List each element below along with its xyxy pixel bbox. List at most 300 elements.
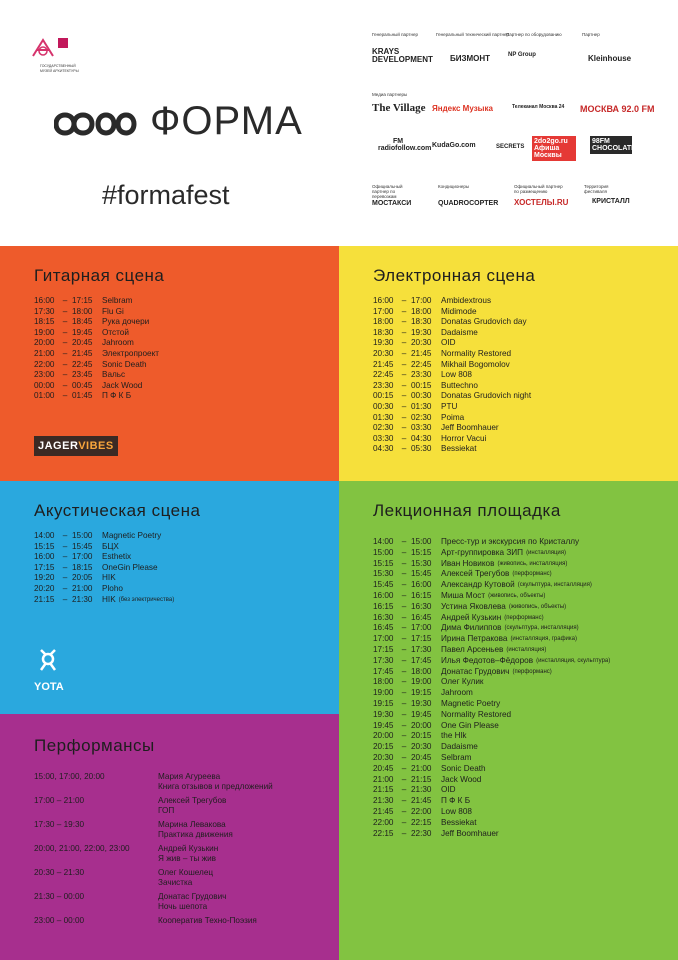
- act-note: (живопись, объекты): [488, 592, 546, 599]
- start-time: 16:15: [373, 601, 394, 611]
- act-note: (скульптура, инсталляция): [517, 582, 592, 589]
- schedule-row: [34, 370, 339, 381]
- time-dash: –: [62, 306, 68, 316]
- end-time: 23:45: [72, 370, 93, 380]
- time-dash: –: [401, 828, 407, 838]
- act-name: One Gin Please: [441, 720, 499, 730]
- time-dash: –: [401, 742, 407, 752]
- performance-info: [158, 916, 257, 926]
- act-name: Flu Gi: [102, 306, 124, 316]
- time-dash: –: [62, 583, 68, 593]
- time-dash: –: [401, 698, 407, 708]
- act-name: Low 808: [441, 370, 472, 380]
- performer-name: Марина Левакова: [158, 820, 226, 829]
- act-name: Ирина Петракова: [441, 634, 508, 644]
- time-dash: –: [62, 531, 68, 540]
- end-time: 21:45: [72, 348, 93, 358]
- schedule-row: [373, 796, 678, 807]
- partner-moscow24: Телеканал Москва 24: [512, 104, 565, 110]
- schedule-row: [373, 785, 678, 796]
- end-time: 17:45: [411, 655, 432, 665]
- start-time: 23:30: [373, 380, 394, 390]
- schedule-row: [373, 645, 678, 656]
- end-time: 18:30: [411, 317, 432, 327]
- start-time: 17:30: [373, 655, 394, 665]
- schedule-row: [373, 349, 678, 360]
- schedule-row: [373, 591, 678, 602]
- partner-mostaxi: МОСТАКСИ: [372, 200, 412, 207]
- time-dash: –: [401, 338, 407, 348]
- time-dash: –: [401, 433, 407, 443]
- end-time: 01:45: [72, 391, 93, 401]
- label-equipment-partner: Партнер по оборудованию: [506, 32, 562, 37]
- schedule-row: [373, 296, 678, 307]
- performance-info: [158, 844, 218, 864]
- schedule-row: [34, 296, 339, 307]
- start-time: 16:00: [34, 296, 55, 305]
- start-time: 16:30: [373, 612, 394, 622]
- act-name: Jeff Boomhauer: [441, 423, 499, 433]
- performance-title: Книга отзывов и предложений: [158, 782, 273, 791]
- act-name: HIK: [102, 573, 116, 583]
- start-time: 17:00: [373, 634, 394, 644]
- schedule-row: [373, 580, 678, 591]
- schedule-row: [373, 807, 678, 818]
- start-time: 17:00: [373, 306, 394, 316]
- act-name: Dadaisme: [441, 742, 478, 752]
- partner-npgroup: NP Group: [508, 52, 536, 58]
- performance-time: 20:30 – 21:30: [34, 868, 85, 877]
- time-dash: –: [62, 296, 68, 305]
- schedule-row: [373, 391, 678, 402]
- act-name: П Ф К Б: [441, 796, 471, 806]
- partner-secrets: SECRETS: [496, 144, 525, 150]
- schedule-row: [373, 656, 678, 667]
- end-time: 15:30: [411, 558, 432, 568]
- performances-panel: [0, 714, 339, 960]
- time-dash: –: [62, 552, 68, 562]
- start-time: 01:30: [373, 412, 394, 422]
- start-time: 15:30: [373, 569, 394, 579]
- end-time: 21:45: [411, 348, 432, 358]
- act-name: Устина Яковлева: [441, 601, 506, 611]
- act-name: Jahroom: [102, 338, 134, 348]
- time-dash: –: [401, 752, 407, 762]
- schedule-row: [373, 317, 678, 328]
- schedule-row: [373, 688, 678, 699]
- schedule-row: [34, 563, 339, 574]
- start-time: 21:00: [34, 348, 55, 358]
- end-time: 23:30: [411, 370, 432, 380]
- start-time: 20:15: [373, 742, 394, 752]
- schedule-row: [34, 381, 339, 392]
- start-time: 20:00: [34, 338, 55, 348]
- time-dash: –: [62, 338, 68, 348]
- time-dash: –: [401, 644, 407, 654]
- time-dash: –: [401, 444, 407, 454]
- end-time: 21:00: [72, 583, 93, 593]
- performer-name: Алексей Трегубов: [158, 796, 227, 805]
- end-time: 18:15: [72, 562, 93, 572]
- act-name: БЦХ: [102, 541, 119, 551]
- vibes-text: VIBES: [78, 440, 114, 452]
- schedule-row: [34, 595, 339, 606]
- schedule-row: [34, 360, 339, 371]
- end-time: 18:00: [72, 306, 93, 316]
- start-time: 15:00: [373, 547, 394, 557]
- act-name: Buttechno: [441, 380, 478, 390]
- end-time: 19:30: [411, 327, 432, 337]
- schedule-row: [34, 391, 339, 402]
- schedule-row: [373, 338, 678, 349]
- electronic-stage-panel: [339, 246, 678, 481]
- schedule-row: [373, 753, 678, 764]
- time-dash: –: [401, 806, 407, 816]
- end-time: 18:00: [411, 306, 432, 316]
- performance-time: 20:00, 21:00, 22:00, 23:00: [34, 844, 130, 853]
- act-note: (перформанс): [512, 668, 552, 675]
- act-name: Dadaisme: [441, 327, 478, 337]
- start-time: 19:20: [34, 573, 55, 583]
- partner-kristall: КРИСТАЛЛ: [592, 198, 630, 205]
- yota-text: YOTA: [34, 681, 64, 693]
- schedule-row: [373, 677, 678, 688]
- time-dash: –: [401, 785, 407, 795]
- performer-name: Олег Кошелец: [158, 868, 214, 877]
- act-name: Bessiekat: [441, 444, 477, 454]
- jagervibes-logo: [34, 436, 118, 456]
- start-time: 15:15: [373, 558, 394, 568]
- start-time: 22:00: [34, 359, 55, 369]
- start-time: 21:30: [373, 796, 394, 806]
- end-time: 00:45: [72, 380, 93, 390]
- time-dash: –: [401, 601, 407, 611]
- performance-title: Ночь шепота: [158, 902, 208, 911]
- schedule-row: [373, 721, 678, 732]
- end-time: 17:15: [72, 296, 93, 305]
- end-time: 17:00: [411, 623, 432, 633]
- act-name: Илья Федотов–Фёдоров: [441, 655, 534, 665]
- end-time: 19:30: [411, 698, 432, 708]
- end-time: 17:00: [72, 552, 93, 562]
- performance-row: [34, 772, 339, 792]
- museum-label: ГОСУДАРСТВЕННЫЙ МУЗЕЙ АРХИТЕКТУРЫ: [40, 64, 79, 73]
- performance-row: [34, 796, 339, 816]
- act-note: (живопись, объекты): [508, 603, 567, 610]
- start-time: 19:30: [373, 709, 394, 719]
- start-time: 21:00: [373, 774, 394, 784]
- time-dash: –: [401, 796, 407, 806]
- time-dash: –: [401, 688, 407, 698]
- end-time: 22:15: [411, 817, 432, 827]
- act-name: Jack Wood: [441, 774, 482, 784]
- time-dash: –: [62, 594, 68, 604]
- label-media: Медиа партнеры: [372, 92, 408, 97]
- schedule-row: [34, 328, 339, 339]
- acoustic-stage-title: Акустическая сцена: [34, 501, 201, 520]
- end-time: 16:15: [411, 590, 432, 600]
- time-dash: –: [401, 612, 407, 622]
- schedule-row: [373, 537, 678, 548]
- start-time: 21:45: [373, 806, 394, 816]
- time-dash: –: [401, 317, 407, 327]
- time-dash: –: [401, 380, 407, 390]
- partner-krays: KRAYS DEVELOPMENT: [372, 47, 433, 64]
- partner-moscow-fm: МОСКВА 92.0 FM: [580, 104, 655, 114]
- act-name: Пресс-тур и экскурсия по Кристаллу: [441, 537, 580, 546]
- performance-row: [34, 868, 339, 888]
- end-time: 00:15: [411, 380, 432, 390]
- act-name: Рука дочери: [102, 317, 150, 327]
- partner-2do2go: 2do2go.ru Афиша Москвы: [532, 136, 576, 161]
- time-dash: –: [401, 558, 407, 568]
- start-time: 02:30: [373, 423, 394, 433]
- jager-text: JAGER: [38, 440, 79, 452]
- schedule-row: [373, 710, 678, 721]
- schedule-row: [373, 434, 678, 445]
- schedule-row: [34, 338, 339, 349]
- act-name: Олег Кулик: [441, 677, 484, 687]
- act-name: OID: [441, 785, 456, 795]
- end-time: 17:30: [411, 644, 432, 654]
- performer-name: Мария Агуреева: [158, 772, 221, 781]
- start-time: 22:00: [373, 817, 394, 827]
- start-time: 19:45: [373, 720, 394, 730]
- time-dash: –: [401, 391, 407, 401]
- act-name: Иван Новиков: [441, 558, 495, 568]
- schedule-row: [373, 764, 678, 775]
- start-time: 03:30: [373, 433, 394, 443]
- start-time: 14:00: [34, 531, 55, 540]
- performance-title: Зачистка: [158, 878, 193, 887]
- schedule-row: [373, 444, 678, 455]
- performance-time: 21:30 – 00:00: [34, 892, 85, 901]
- schedule-row: [373, 775, 678, 786]
- act-name: П Ф К Б: [102, 391, 132, 401]
- act-note: (инсталляция, графика): [510, 636, 577, 643]
- museum-logo-icon: [30, 36, 56, 62]
- act-note: (без электричества): [118, 596, 175, 603]
- act-name: OneGin Please: [102, 562, 158, 572]
- start-time: 04:30: [373, 444, 394, 454]
- act-name: the Hlk: [441, 731, 467, 741]
- start-time: 00:15: [373, 391, 394, 401]
- start-time: 21:45: [373, 359, 394, 369]
- label-general-partner: Генеральный партнер: [372, 32, 418, 37]
- time-dash: –: [401, 370, 407, 380]
- act-note: (перформанс): [512, 571, 552, 578]
- partner-fm: FM radiofollow.com: [378, 138, 432, 152]
- performer-name: Андрей Кузькин: [158, 844, 219, 853]
- time-dash: –: [401, 731, 407, 741]
- start-time: 18:30: [373, 327, 394, 337]
- start-time: 20:45: [373, 763, 394, 773]
- end-time: 15:15: [411, 547, 432, 557]
- act-name: Отстой: [102, 327, 129, 337]
- start-time: 19:00: [34, 327, 55, 337]
- time-dash: –: [401, 412, 407, 422]
- end-time: 22:00: [411, 806, 432, 816]
- start-time: 16:00: [34, 552, 55, 562]
- start-time: 18:00: [373, 317, 394, 327]
- start-time: 01:00: [34, 391, 55, 401]
- schedule-row: [373, 634, 678, 645]
- act-name: Александр Кутовой: [441, 580, 515, 590]
- start-time: 16:00: [373, 296, 394, 305]
- performance-info: [158, 772, 273, 792]
- guitar-stage-title: Гитарная сцена: [34, 266, 165, 285]
- start-time: 20:20: [34, 583, 55, 593]
- performance-time: 17:30 – 19:30: [34, 820, 85, 829]
- time-dash: –: [62, 327, 68, 337]
- act-name: Poima: [441, 412, 465, 422]
- end-time: 18:00: [411, 666, 432, 676]
- time-dash: –: [401, 709, 407, 719]
- partner-quadrocopter: QUADROCOPTER: [438, 200, 499, 207]
- schedule-row: [373, 413, 678, 424]
- schedule-row: [373, 742, 678, 753]
- partner-hostels: ХОСТЕЛЫ.RU: [514, 198, 569, 207]
- time-dash: –: [62, 562, 68, 572]
- partner-kleinhouse: Kleinhouse: [588, 54, 632, 63]
- start-time: 20:30: [373, 348, 394, 358]
- label-hostel: Официальный партнер по размещению: [514, 184, 563, 194]
- start-time: 15:15: [34, 541, 55, 551]
- act-note: (живопись, инсталляция): [497, 560, 568, 567]
- time-dash: –: [62, 573, 68, 583]
- act-name: Selbram: [102, 296, 133, 305]
- label-territory: Территория фестиваля: [584, 184, 609, 194]
- end-time: 20:00: [411, 720, 432, 730]
- time-dash: –: [401, 623, 407, 633]
- act-name: Esthetix: [102, 552, 132, 562]
- museum-logo-square: [58, 38, 68, 48]
- act-name: Sonic Death: [441, 763, 486, 773]
- start-time: 00:30: [373, 401, 394, 411]
- partner-yandex-music: Яндекс Музыка: [432, 104, 493, 113]
- time-dash: –: [401, 666, 407, 676]
- act-name: Selbram: [441, 752, 472, 762]
- end-time: 04:30: [411, 433, 432, 443]
- act-name: Дима Филиппов: [441, 623, 502, 633]
- performance-row: [34, 892, 339, 912]
- time-dash: –: [401, 569, 407, 579]
- end-time: 16:00: [411, 580, 432, 590]
- start-time: 17:30: [34, 306, 55, 316]
- schedule-row: [373, 423, 678, 434]
- time-dash: –: [401, 774, 407, 784]
- label-tech-partner: Генеральный технический партнер: [436, 32, 509, 37]
- time-dash: –: [401, 359, 407, 369]
- time-dash: –: [62, 317, 68, 327]
- act-name: Magnetic Poetry: [102, 531, 162, 540]
- act-name: Арт-группировка ЗИП: [441, 547, 524, 557]
- start-time: 17:45: [373, 666, 394, 676]
- guitar-schedule: [34, 296, 339, 402]
- schedule-row: [34, 317, 339, 328]
- act-name: Павел Арсеньев: [441, 644, 504, 654]
- start-time: 20:00: [373, 731, 394, 741]
- act-name: Mikhail Bogomolov: [441, 359, 510, 369]
- act-note: (перформанс): [504, 614, 544, 621]
- schedule-row: [373, 360, 678, 371]
- time-dash: –: [401, 720, 407, 730]
- end-time: 22:45: [72, 359, 93, 369]
- electronic-stage-title: Электронная сцена: [373, 266, 536, 285]
- time-dash: –: [401, 348, 407, 358]
- end-time: 21:30: [72, 594, 93, 604]
- start-time: 17:15: [373, 644, 394, 654]
- act-name: Midimode: [441, 306, 477, 316]
- act-name: Donatas Grudovich day: [441, 317, 527, 327]
- label-conditioner: Кондиционеры: [438, 184, 470, 189]
- performance-title: ГОП: [158, 806, 175, 815]
- end-time: 02:30: [411, 412, 432, 422]
- performer-name: Кооператив Техно-Поэзия: [158, 916, 257, 925]
- end-time: 20:45: [411, 752, 432, 762]
- start-time: 21:15: [373, 785, 394, 795]
- end-time: 00:30: [411, 391, 432, 401]
- start-time: 16:00: [373, 590, 394, 600]
- end-time: 21:00: [411, 763, 432, 773]
- act-name: OID: [441, 338, 456, 348]
- end-time: 19:45: [72, 327, 93, 337]
- time-dash: –: [401, 547, 407, 557]
- time-dash: –: [401, 401, 407, 411]
- end-time: 05:30: [411, 444, 432, 454]
- schedule-row: [373, 602, 678, 613]
- time-dash: –: [62, 380, 68, 390]
- performances-schedule: [34, 772, 339, 926]
- schedule-row: [373, 307, 678, 318]
- act-name: Андрей Кузькин: [441, 612, 502, 622]
- time-dash: –: [401, 817, 407, 827]
- yota-icon: [37, 648, 59, 678]
- end-time: 17:15: [411, 634, 432, 644]
- end-time: 21:15: [411, 774, 432, 784]
- schedule-row: [373, 623, 678, 634]
- electronic-schedule: [373, 296, 678, 455]
- performance-info: [158, 796, 226, 816]
- act-name: Jahroom: [441, 688, 473, 698]
- time-dash: –: [401, 677, 407, 687]
- schedule-row: [373, 699, 678, 710]
- schedule-row: [373, 731, 678, 742]
- end-time: 18:45: [72, 317, 93, 327]
- start-time: 20:30: [373, 752, 394, 762]
- act-name: Электропроект: [102, 348, 159, 358]
- schedule-row: [34, 349, 339, 360]
- start-time: 15:45: [373, 580, 394, 590]
- end-time: 15:45: [411, 569, 432, 579]
- start-time: 19:30: [373, 338, 394, 348]
- performance-time: 23:00 – 00:00: [34, 916, 85, 925]
- end-time: 19:00: [411, 677, 432, 687]
- start-time: 22:15: [373, 828, 394, 838]
- start-time: 22:45: [373, 370, 394, 380]
- time-dash: –: [62, 391, 68, 401]
- start-time: 18:00: [373, 677, 394, 687]
- start-time: 23:00: [34, 370, 55, 380]
- act-note: (инсталляция, скульптура): [536, 657, 611, 664]
- end-time: 21:30: [411, 785, 432, 795]
- lecture-area-title: Лекционная площадка: [373, 501, 561, 520]
- start-time: 00:00: [34, 380, 55, 390]
- start-time: 17:15: [34, 562, 55, 572]
- label-transport: Официальный партнер по перевозкам: [372, 184, 403, 199]
- festival-logo-text: ФОРМА: [150, 99, 303, 143]
- end-time: 20:15: [411, 731, 432, 741]
